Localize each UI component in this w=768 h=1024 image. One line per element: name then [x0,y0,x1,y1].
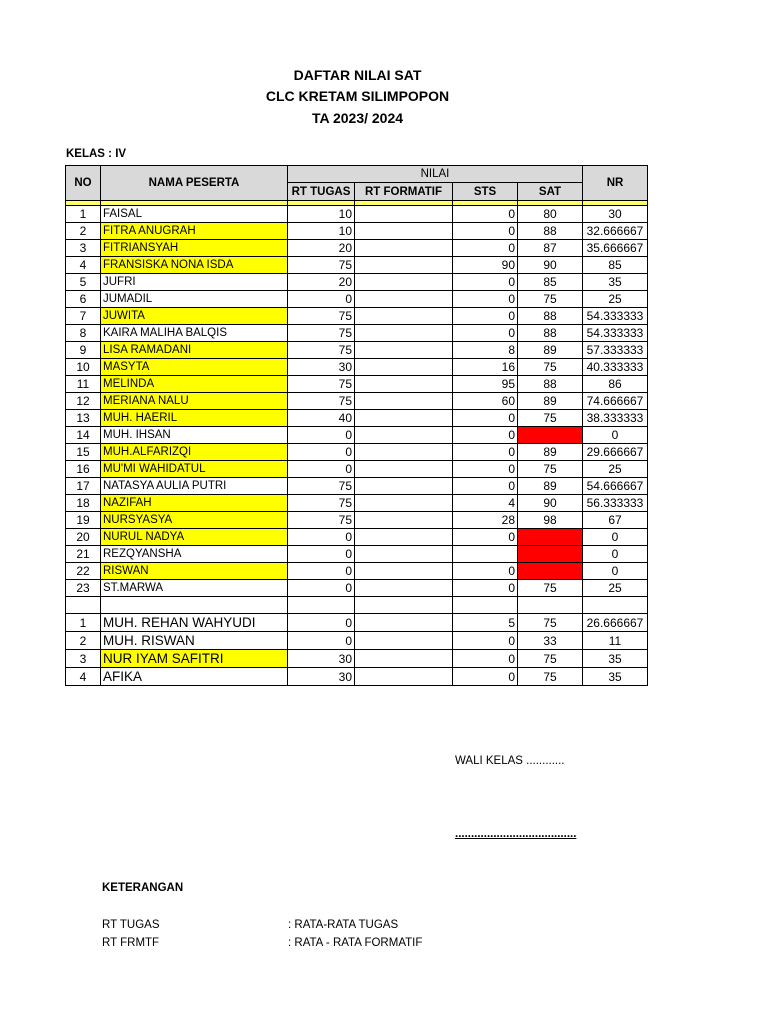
blank-cell [288,597,355,614]
rt-tugas-value: 0 [288,546,355,563]
nr-value: 25 [583,580,648,597]
student-name: KAIRA MALIHA BALQIS [101,325,288,342]
student-name: RISWAN [101,563,288,580]
sat-value [518,427,583,444]
rt-formatif-value [355,444,453,461]
sts-value: 5 [453,614,518,632]
student-name: AFIKA [101,668,288,686]
rt-tugas-value: 75 [288,342,355,359]
sts-value: 0 [453,668,518,686]
sat-value: 89 [518,342,583,359]
table-row [66,512,648,529]
row-number: 1 [66,206,101,223]
rt-formatif-value [355,223,453,240]
student-name: NURUL NADYA [101,529,288,546]
row-number: 12 [66,393,101,410]
sts-value: 0 [453,563,518,580]
student-name: FAISAL [101,206,288,223]
nr-value: 0 [583,427,648,444]
sat-value: 75 [518,291,583,308]
sat-value: 85 [518,274,583,291]
table-row [66,650,648,668]
row-number: 5 [66,274,101,291]
sts-value: 0 [453,650,518,668]
rt-tugas-value: 75 [288,325,355,342]
row-number: 6 [66,291,101,308]
keterangan-title: KETERANGAN [102,882,184,894]
table-row [66,444,648,461]
rt-tugas-value: 30 [288,359,355,376]
sat-value [518,563,583,580]
sat-value: 88 [518,325,583,342]
student-name: JUWITA [101,308,288,325]
nr-value: 54.333333 [583,308,648,325]
student-name: ST.MARWA [101,580,288,597]
header-rt-formatif: RT FORMATIF [355,183,453,201]
title-line-3: TA 2023/ 2024 [311,110,404,126]
rt-tugas-value: 75 [288,478,355,495]
row-number: 15 [66,444,101,461]
header-nilai: NILAI [288,166,583,183]
table-row [66,240,648,257]
sat-value [518,546,583,563]
nr-value: 85 [583,257,648,274]
row-number: 9 [66,342,101,359]
student-name: MELINDA [101,376,288,393]
rt-tugas-value: 0 [288,580,355,597]
student-name: MUH. RISWAN [101,632,288,650]
rt-tugas-value: 10 [288,206,355,223]
legend-desc-rt-frmtf: : RATA - RATA FORMATIF [288,937,423,949]
student-name: NUR IYAM SAFITRI [101,650,288,668]
sts-value: 0 [453,291,518,308]
rt-formatif-value [355,342,453,359]
blank-cell [583,597,648,614]
nr-value: 38.333333 [583,410,648,427]
student-name: MUH. HAERIL [101,410,288,427]
kelas-label: KELAS : IV [66,148,127,160]
sat-value: 80 [518,206,583,223]
sts-value: 0 [453,308,518,325]
row-number: 17 [66,478,101,495]
rt-tugas-value: 0 [288,461,355,478]
sts-value: 0 [453,223,518,240]
sat-value: 88 [518,376,583,393]
rt-formatif-value [355,580,453,597]
rt-tugas-value: 0 [288,563,355,580]
row-number: 16 [66,461,101,478]
table-row [66,257,648,274]
student-name: NATASYA AULIA PUTRI [101,478,288,495]
row-number: 3 [66,240,101,257]
row-number: 20 [66,529,101,546]
student-name: MUH. IHSAN [101,427,288,444]
sat-value: 75 [518,650,583,668]
legend-desc-rt-tugas: : RATA-RATA TUGAS [288,919,399,931]
row-number: 1 [66,614,101,632]
nr-value: 54.666667 [583,478,648,495]
sat-value: 90 [518,495,583,512]
title-line-2: CLC KRETAM SILIMPOPON [265,88,450,104]
student-name: LISA RAMADANI [101,342,288,359]
rt-tugas-value: 0 [288,614,355,632]
sat-value: 33 [518,632,583,650]
sts-value: 0 [453,206,518,223]
rt-tugas-value: 75 [288,257,355,274]
rt-tugas-value: 20 [288,274,355,291]
table-row [66,223,648,240]
sat-value: 88 [518,308,583,325]
rt-formatif-value [355,325,453,342]
nr-value: 0 [583,546,648,563]
table-row [66,325,648,342]
sat-value: 89 [518,478,583,495]
table-row [66,274,648,291]
sat-value [518,529,583,546]
table-row [66,291,648,308]
rt-formatif-value [355,546,453,563]
table-body [66,201,648,686]
sts-value: 8 [453,342,518,359]
rt-formatif-value [355,240,453,257]
student-name: MUH. REHAN WAHYUDI [101,614,288,632]
header-no: NO [66,166,101,201]
nr-value: 35.666667 [583,240,648,257]
row-number: 2 [66,223,101,240]
sts-value: 0 [453,410,518,427]
row-number: 8 [66,325,101,342]
nr-value: 11 [583,632,648,650]
sts-value: 0 [453,240,518,257]
signature-line: ...................................... [455,828,577,840]
rt-tugas-value: 75 [288,512,355,529]
rt-formatif-value [355,274,453,291]
rt-tugas-value: 0 [288,427,355,444]
blank-row [66,597,648,614]
sts-value [453,546,518,563]
nr-value: 35 [583,668,648,686]
rt-tugas-value: 75 [288,495,355,512]
student-name: JUFRI [101,274,288,291]
table-row [66,495,648,512]
sts-value: 60 [453,393,518,410]
nr-value: 67 [583,512,648,529]
row-number: 7 [66,308,101,325]
table-row [66,206,648,223]
rt-formatif-value [355,427,453,444]
sts-value: 0 [453,274,518,291]
student-name: NAZIFAH [101,495,288,512]
rt-formatif-value [355,614,453,632]
rt-tugas-value: 75 [288,376,355,393]
rt-formatif-value [355,529,453,546]
legend-term-rt-frmtf: RT FRMTF [102,937,160,949]
table-row [66,308,648,325]
rt-tugas-value: 0 [288,444,355,461]
sat-value: 75 [518,668,583,686]
row-number: 3 [66,650,101,668]
sts-value: 0 [453,325,518,342]
table-row [66,359,648,376]
nr-value: 30 [583,206,648,223]
sts-value: 0 [453,444,518,461]
rt-formatif-value [355,291,453,308]
nr-value: 56.333333 [583,495,648,512]
blank-cell [518,597,583,614]
rt-formatif-value [355,206,453,223]
rt-formatif-value [355,410,453,427]
row-number: 14 [66,427,101,444]
legend-term-rt-tugas: RT TUGAS [102,919,160,931]
rt-tugas-value: 0 [288,529,355,546]
nr-value: 0 [583,529,648,546]
sts-value: 0 [453,461,518,478]
blank-cell [355,597,453,614]
header-nama: NAMA PESERTA [101,166,288,201]
row-number: 19 [66,512,101,529]
table-row [66,563,648,580]
nr-value: 54.333333 [583,325,648,342]
rt-tugas-value: 20 [288,240,355,257]
rt-formatif-value [355,632,453,650]
rt-formatif-value [355,376,453,393]
nr-value: 26.666667 [583,614,648,632]
rt-tugas-value: 0 [288,632,355,650]
nr-value: 86 [583,376,648,393]
sts-value: 95 [453,376,518,393]
table-row [66,342,648,359]
row-number: 10 [66,359,101,376]
row-number: 23 [66,580,101,597]
sts-value: 0 [453,427,518,444]
sat-value: 90 [518,257,583,274]
rt-tugas-value: 30 [288,650,355,668]
title-line-1: DAFTAR NILAI SAT [293,67,422,83]
header-sts: STS [453,183,518,201]
rt-tugas-value: 0 [288,291,355,308]
nr-value: 74.666667 [583,393,648,410]
header-nr: NR [583,166,648,201]
sts-value: 0 [453,529,518,546]
grades-table [65,165,648,686]
table-row [66,614,648,632]
rt-tugas-value: 10 [288,223,355,240]
sts-value: 0 [453,580,518,597]
nr-value: 40.333333 [583,359,648,376]
rt-formatif-value [355,495,453,512]
nr-value: 35 [583,274,648,291]
student-name: FRANSISKA NONA ISDA [101,257,288,274]
sat-value: 75 [518,410,583,427]
sat-value: 75 [518,614,583,632]
nr-value: 32.666667 [583,223,648,240]
rt-tugas-value: 75 [288,393,355,410]
table-row [66,410,648,427]
rt-formatif-value [355,512,453,529]
nr-value: 57.333333 [583,342,648,359]
table-row [66,427,648,444]
student-name: FITRA ANUGRAH [101,223,288,240]
sts-value: 0 [453,478,518,495]
sat-value: 87 [518,240,583,257]
table-row [66,478,648,495]
row-number: 2 [66,632,101,650]
table-row [66,393,648,410]
table-row [66,668,648,686]
sat-value: 75 [518,461,583,478]
row-number: 22 [66,563,101,580]
rt-formatif-value [355,478,453,495]
header-sat: SAT [518,183,583,201]
student-name: NURSYASYA [101,512,288,529]
sts-value: 4 [453,495,518,512]
table-row [66,632,648,650]
student-name: MU'MI WAHIDATUL [101,461,288,478]
sat-value: 89 [518,444,583,461]
table-row [66,546,648,563]
student-name: FITRIANSYAH [101,240,288,257]
rt-formatif-value [355,393,453,410]
table-row [66,376,648,393]
row-number: 21 [66,546,101,563]
rt-formatif-value [355,668,453,686]
row-number: 4 [66,668,101,686]
row-number: 11 [66,376,101,393]
rt-tugas-value: 40 [288,410,355,427]
nr-value: 0 [583,563,648,580]
row-number: 4 [66,257,101,274]
rt-tugas-value: 30 [288,668,355,686]
rt-formatif-value [355,461,453,478]
wali-kelas-label: WALI KELAS ............ [455,755,565,767]
nr-value: 35 [583,650,648,668]
sts-value: 16 [453,359,518,376]
student-name: REZQYANSHA [101,546,288,563]
header-rt-tugas: RT TUGAS [288,183,355,201]
student-name: MERIANA NALU [101,393,288,410]
sat-value: 75 [518,359,583,376]
sat-value: 75 [518,580,583,597]
nr-value: 25 [583,291,648,308]
blank-cell [453,597,518,614]
nr-value: 29.666667 [583,444,648,461]
sts-value: 90 [453,257,518,274]
table-row [66,461,648,478]
sat-value: 88 [518,223,583,240]
rt-formatif-value [355,308,453,325]
sts-value: 28 [453,512,518,529]
rt-formatif-value [355,359,453,376]
blank-cell [101,597,288,614]
rt-formatif-value [355,257,453,274]
sat-value: 89 [518,393,583,410]
student-name: MASYTA [101,359,288,376]
student-name: JUMADIL [101,291,288,308]
student-name: MUH.ALFARIZQI [101,444,288,461]
sat-value: 98 [518,512,583,529]
rt-tugas-value: 75 [288,308,355,325]
rt-formatif-value [355,563,453,580]
row-number: 18 [66,495,101,512]
nr-value: 25 [583,461,648,478]
row-number: 13 [66,410,101,427]
sts-value: 0 [453,632,518,650]
table-row [66,529,648,546]
rt-formatif-value [355,650,453,668]
blank-cell [66,597,101,614]
table-row [66,580,648,597]
